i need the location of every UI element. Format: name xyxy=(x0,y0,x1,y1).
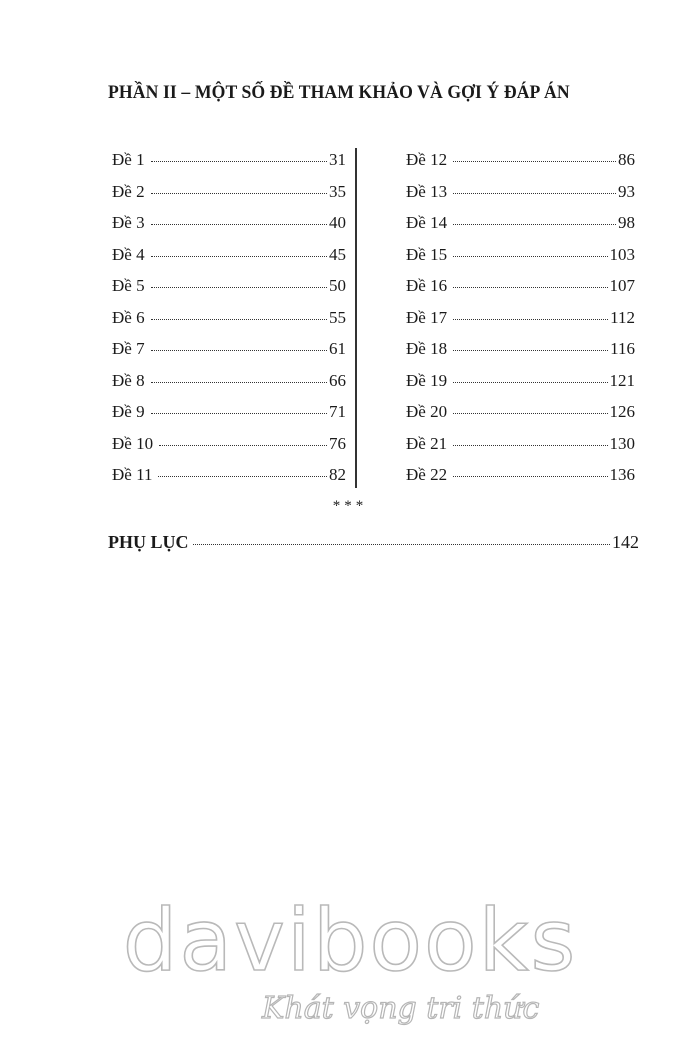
toc-entry-label: Đề 7 xyxy=(112,339,145,358)
column-divider xyxy=(355,148,357,488)
toc-entry-label: Đề 9 xyxy=(112,402,145,421)
dot-leader xyxy=(151,287,327,288)
toc-entry-label: Đề 1 xyxy=(112,150,145,169)
dot-leader xyxy=(193,544,611,545)
dot-leader xyxy=(151,193,327,194)
toc-column-left xyxy=(112,150,346,497)
toc-entry[interactable] xyxy=(112,339,346,371)
toc-entry[interactable] xyxy=(406,276,635,308)
toc-entry-page: 61 xyxy=(329,339,346,358)
toc-entry[interactable] xyxy=(406,465,635,497)
toc-entry-label: Đề 6 xyxy=(112,307,145,327)
toc-entry-label: Đề 21 xyxy=(406,433,448,453)
toc-entry[interactable] xyxy=(406,402,635,434)
toc-entry-page: 121 xyxy=(609,370,635,390)
toc-entry-label: Đề 16 xyxy=(406,276,448,295)
toc-entry[interactable] xyxy=(406,182,635,214)
dot-leader xyxy=(453,256,607,257)
toc-entry-label: Đề 2 xyxy=(112,181,145,201)
dot-leader xyxy=(453,161,616,162)
toc-entry[interactable] xyxy=(406,339,635,371)
dot-leader xyxy=(151,350,327,351)
toc-entry-page: 66 xyxy=(329,370,346,390)
dot-leader xyxy=(151,413,327,414)
toc-entry-page: 103 xyxy=(609,244,635,264)
appendix-label: PHỤ LỤC xyxy=(108,532,189,552)
toc-entry-page: 71 xyxy=(329,402,346,421)
toc-entry[interactable] xyxy=(112,434,346,466)
toc-entry-label: Đề 14 xyxy=(406,213,448,232)
toc-entry[interactable] xyxy=(112,308,346,340)
toc-entry-label: Đề 15 xyxy=(406,244,448,264)
toc-entry[interactable] xyxy=(406,434,635,466)
appendix-page: 142 xyxy=(612,532,639,552)
toc-entry-page: 55 xyxy=(329,307,346,327)
toc-entry-page: 126 xyxy=(609,402,635,421)
toc-entry-label: Đề 8 xyxy=(112,370,145,390)
toc-entry-label: Đề 22 xyxy=(406,465,448,484)
toc-entry[interactable] xyxy=(112,371,346,403)
dot-leader xyxy=(151,256,327,257)
dot-leader xyxy=(453,287,607,288)
toc-entry-page: 86 xyxy=(618,150,635,169)
toc-entry-page: 130 xyxy=(609,433,635,453)
dot-leader xyxy=(453,476,607,477)
dot-leader xyxy=(453,445,607,446)
toc-entry-label: Đề 3 xyxy=(112,213,145,232)
toc-entry-label: Đề 11 xyxy=(112,465,153,484)
toc-entry[interactable] xyxy=(112,182,346,214)
toc-entry-page: 50 xyxy=(329,276,346,295)
toc-entry[interactable] xyxy=(406,371,635,403)
dot-leader xyxy=(151,319,327,320)
toc-entry[interactable] xyxy=(406,213,635,245)
dot-leader xyxy=(453,319,608,320)
dot-leader xyxy=(453,224,616,225)
toc-entry-page: 136 xyxy=(609,465,635,484)
dot-leader xyxy=(453,413,607,414)
dot-leader xyxy=(453,193,616,194)
toc-entry-page: 35 xyxy=(329,181,346,201)
dot-leader xyxy=(151,224,327,225)
section-heading: PHẦN II – MỘT SỐ ĐỀ THAM KHẢO VÀ GỢI Ý ĐÁP ÁN xyxy=(108,82,570,103)
toc-entry-page: 31 xyxy=(329,150,346,169)
toc-entry-page: 98 xyxy=(618,213,635,232)
section-separator: *** xyxy=(332,498,368,514)
dot-leader xyxy=(453,350,608,351)
toc-entry-page: 82 xyxy=(329,465,346,484)
toc-entry-page: 116 xyxy=(610,339,635,358)
toc-entry-appendix[interactable] xyxy=(108,532,639,553)
dot-leader xyxy=(151,382,327,383)
toc-entry-page: 107 xyxy=(609,276,635,295)
dot-leader xyxy=(158,476,327,477)
toc-entry-label: Đề 18 xyxy=(406,339,448,358)
toc-entry-page: 40 xyxy=(329,213,346,232)
toc-entry-label: Đề 4 xyxy=(112,244,145,264)
toc-entry[interactable] xyxy=(112,150,346,182)
dot-leader xyxy=(159,445,327,446)
toc-entry[interactable] xyxy=(406,308,635,340)
toc-entry-page: 112 xyxy=(610,307,635,327)
toc-entry-label: Đề 5 xyxy=(112,276,145,295)
watermark-tagline: Khát vọng tri thức xyxy=(262,991,540,1026)
watermark-logo: davibooks xyxy=(122,891,578,991)
toc-entry[interactable] xyxy=(406,150,635,182)
toc-entry[interactable] xyxy=(406,245,635,277)
toc-entry-label: Đề 10 xyxy=(112,433,154,453)
toc-entry[interactable] xyxy=(112,213,346,245)
toc-entry-label: Đề 20 xyxy=(406,402,448,421)
toc-column-right xyxy=(406,150,635,497)
toc-entry[interactable] xyxy=(112,245,346,277)
toc-entry-page: 76 xyxy=(329,433,346,453)
toc-entry-label: Đề 12 xyxy=(406,150,448,169)
toc-entry[interactable] xyxy=(112,465,346,497)
toc-entry-label: Đề 13 xyxy=(406,181,448,201)
toc-entry-label: Đề 17 xyxy=(406,307,448,327)
toc-entry[interactable] xyxy=(112,276,346,308)
toc-entry-page: 45 xyxy=(329,244,346,264)
dot-leader xyxy=(453,382,607,383)
toc-entry-page: 93 xyxy=(618,181,635,201)
toc-entry-label: Đề 19 xyxy=(406,370,448,390)
toc-entry[interactable] xyxy=(112,402,346,434)
dot-leader xyxy=(151,161,327,162)
